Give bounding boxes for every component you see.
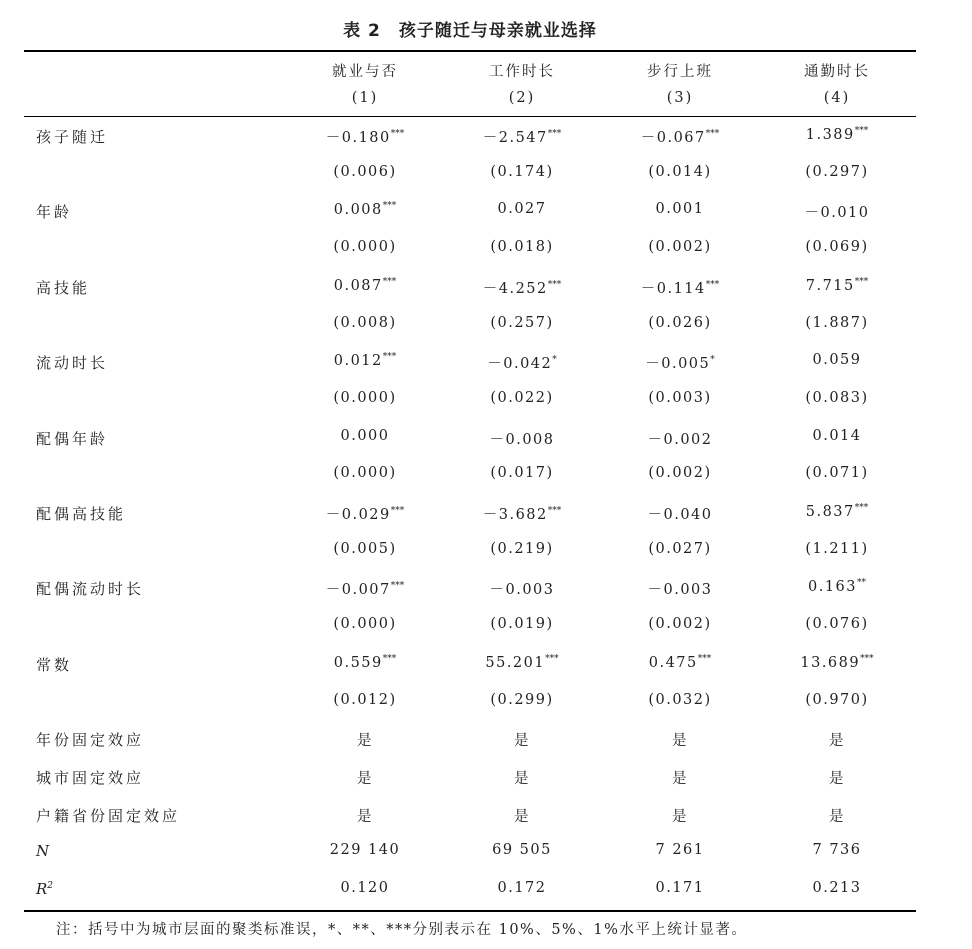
table-cell: (0.006) [333,163,397,180]
coefficient-row [0,201,972,237]
row-label: 年龄 [36,203,73,222]
table-cell: 0.171 [655,880,705,896]
table-cell: (0.003) [648,389,712,406]
table-cell: －4.252*** [482,279,562,297]
row-label: 配偶流动时长 [36,580,145,599]
table-cell: (1.887) [805,314,869,331]
table-cell: 0.559*** [333,653,397,671]
row-label: 高技能 [36,278,91,297]
table-cell: 0.001 [655,201,705,218]
column-header-4: 通勤时长 [804,64,870,80]
table-cell: 是 [357,733,373,750]
table-cell: 0.213 [812,880,862,896]
table-cell: (0.005) [333,540,397,557]
table-cell: 0.475*** [648,653,712,671]
table-cell: 是 [829,770,845,787]
table-cell: 是 [672,733,688,750]
control-row [0,729,972,765]
table-cell: －0.010 [804,205,870,222]
table-cell: (0.022) [490,389,554,406]
table-cell: (0.970) [805,691,869,708]
table-cell: (0.071) [805,465,869,482]
row-label: 户籍省份固定效应 [36,806,181,825]
table-cell: －0.003 [489,582,555,599]
table-cell: 是 [514,808,530,825]
row-label: 年份固定效应 [36,731,145,750]
row-label: 城市固定效应 [36,768,145,787]
table-cell: 是 [829,733,845,750]
column-header-1: 就业与否 [332,64,398,80]
table-cell: (0.018) [490,239,554,256]
coefficient-row [0,428,972,464]
standard-error-row [0,315,972,351]
table-cell: 是 [672,770,688,787]
standard-error-row [0,239,972,275]
table-cell: (0.002) [648,465,712,482]
stat-row [0,880,972,916]
table-cell: －0.005* [645,355,715,373]
table-cell: (0.017) [490,465,554,482]
table-cell: (0.012) [333,691,397,708]
table-cell: 7.715*** [805,276,869,294]
row-label: 配偶年龄 [36,429,109,448]
standard-error-row [0,390,972,426]
table-caption [0,16,940,41]
table-cell: 0.008*** [333,201,397,219]
table-cell: －0.042* [487,355,557,373]
table-cell: (0.008) [333,314,397,331]
table-cell: 0.012*** [333,352,397,370]
table-title: 孩子随迁与母亲就业选择 [398,21,597,41]
standard-error-row [0,616,972,652]
coefficient-row [0,352,972,388]
coefficient-row [0,126,972,162]
table-cell: －0.003 [647,582,713,599]
row-label: $R^2$ [36,880,54,898]
column-index-4: (4) [823,90,851,106]
table-cell: 是 [357,770,373,787]
coefficient-row [0,654,972,690]
table-cell: －0.067*** [640,129,720,146]
table-cell: 0.087*** [333,276,397,294]
top-rule [24,50,916,52]
table-cell: 是 [514,770,530,787]
header-rule [24,116,916,117]
table-cell: (0.019) [490,616,554,633]
table-cell: 13.689*** [800,653,874,671]
table-cell: (0.002) [648,239,712,256]
row-label: 常数 [36,655,73,674]
row-label: N [36,842,50,861]
table-cell: 0.027 [497,201,547,218]
table-cell: －2.547*** [482,129,562,146]
table-cell: 0.014 [812,427,862,444]
table-cell: －0.040 [647,507,713,523]
table-cell: (0.257) [490,314,554,331]
standard-error-row [0,541,972,577]
table-cell: 是 [514,733,530,750]
table-cell: 229 140 [329,842,401,859]
table-cell: (0.014) [648,163,712,180]
standard-error-row [0,465,972,501]
table-cell: (0.076) [805,616,869,633]
table-note: 注：括号中为城市层面的聚类标准误，*、**、***分别表示在 10%、5%、1%水平上统计显著。 [56,922,748,938]
table-cell: (0.000) [333,465,397,482]
column-index-1: (1) [351,90,379,106]
table-cell: －3.682*** [482,506,562,523]
table-cell: －0.114*** [640,279,720,297]
table-cell: 0.120 [340,880,390,896]
table-cell: (0.000) [333,389,397,406]
table-cell: －0.008 [489,431,555,448]
standard-error-row [0,692,972,728]
table-cell: (0.297) [805,163,869,180]
table-cell: 是 [357,808,373,825]
row-label: 流动时长 [36,354,109,373]
table-cell: 是 [829,808,845,825]
table-cell: 0.059 [812,352,862,369]
table-cell: 7 736 [812,842,862,859]
control-row [0,805,972,841]
coefficient-row [0,503,972,539]
table-cell: (1.211) [805,540,869,557]
column-index-3: (3) [666,90,694,106]
stat-row [0,842,972,878]
table-cell: (0.069) [805,239,869,256]
table-cell: －0.029*** [325,506,405,523]
table-cell: －0.180*** [325,129,405,146]
table-cell: (0.002) [648,616,712,633]
table-cell: (0.026) [648,314,712,331]
table-cell: 5.837*** [805,503,869,520]
table-cell: 0.000 [340,427,390,444]
table-number: 表 2 [343,21,381,41]
table-cell: (0.219) [490,540,554,557]
standard-error-row [0,164,972,200]
column-header-3: 步行上班 [647,64,713,80]
table-cell: 7 261 [655,842,705,859]
coefficient-row [0,578,972,614]
coefficient-row [0,277,972,313]
column-index-2: (2) [508,90,536,106]
table-cell: (0.027) [648,540,712,557]
table-cell: －0.007*** [325,581,405,599]
column-header-2: 工作时长 [489,64,555,80]
table-cell: 1.389*** [805,126,869,143]
row-label: 配偶高技能 [36,505,127,523]
table-cell: (0.000) [333,616,397,633]
table-cell: 69 505 [492,842,552,859]
table-cell: (0.032) [648,691,712,708]
table-cell: 是 [672,808,688,825]
row-label: 孩子随迁 [36,128,109,146]
table-cell: 55.201*** [485,653,559,671]
table-cell: 0.163** [807,578,866,596]
table-cell: －0.002 [647,431,713,448]
table-cell: (0.174) [490,163,554,180]
control-row [0,767,972,803]
table-cell: (0.083) [805,389,869,406]
table-cell: 0.172 [497,880,547,896]
table-cell: (0.299) [490,691,554,708]
table-cell: (0.000) [333,239,397,256]
